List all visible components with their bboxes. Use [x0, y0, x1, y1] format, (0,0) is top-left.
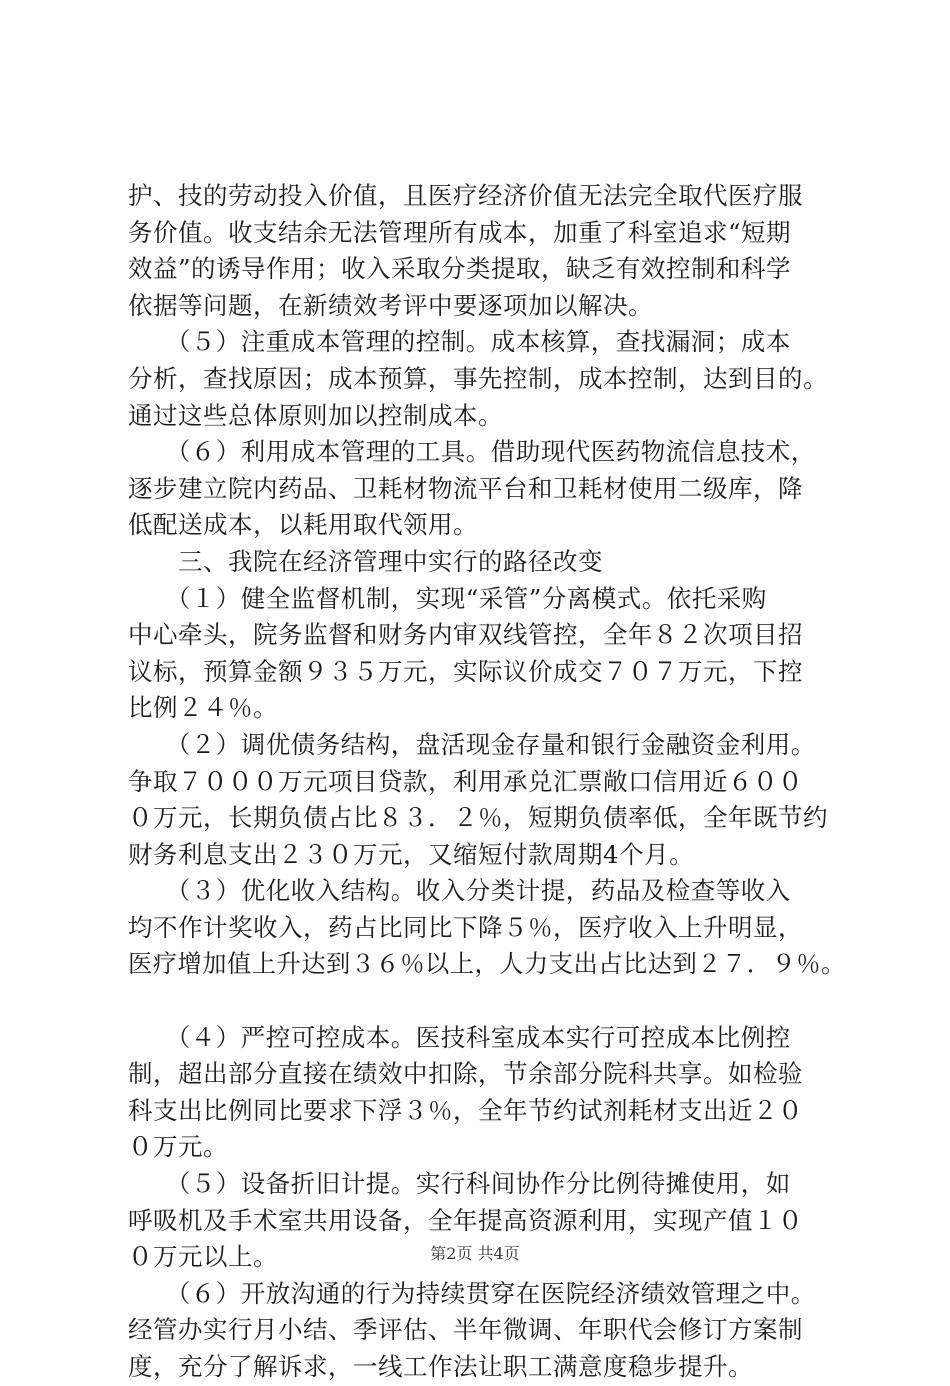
text-line: ０万元以上。 — [128, 1242, 278, 1272]
text-line: 制，超出部分直接在绩效中扣除，节余部分院科共享。如检验 — [128, 1059, 803, 1089]
text-line: 科支出比例同比要求下浮３％，全年节约试剂耗材支出近２０ — [128, 1095, 803, 1125]
text-line: 效益”的诱导作用；收入采取分类提取，缺乏有效控制和科学 — [128, 254, 792, 284]
text-line: 逐步建立院内药品、卫耗材物流平台和卫耗材使用二级库，降 — [128, 473, 803, 503]
text-line: 经管办实行月小结、季评估、半年微调、年职代会修订方案制 — [128, 1315, 803, 1345]
text-line: ０万元，长期负债占比８３．２％，短期负债率低，全年既节约 — [128, 803, 828, 833]
page-footer: 第2页 共4页 — [430, 1244, 520, 1263]
text-line: （５）设备折旧计提。实行科间协作分比例待摊使用，如 — [128, 1169, 791, 1199]
text-line: （２）调优债务结构，盘活现金存量和银行金融资金利用。 — [128, 729, 816, 759]
text-line: 医疗增加值上升达到３６％以上，人力支出占比达到２７．９％。 — [128, 949, 846, 979]
text-line: （４）严控可控成本。医技科室成本实行可控成本比例控 — [128, 1022, 791, 1052]
text-line: 三、我院在经济管理中实行的路径改变 — [128, 546, 603, 576]
text-line: 低配送成本，以耗用取代领用。 — [128, 510, 478, 540]
text-line: 通过这些总体原则加以控制成本。 — [128, 400, 503, 430]
text-line: 均不作计奖收入，药占比同比下降５％，医疗收入上升明显， — [128, 912, 803, 942]
text-line: （３）优化收入结构。收入分类计提，药品及检查等收入 — [128, 876, 791, 906]
text-line: 中心牵头，院务监督和财务内审双线管控，全年８２次项目招 — [128, 620, 803, 650]
document-body — [128, 178, 852, 1386]
text-line: 务价值。收支结余无法管理所有成本，加重了科室追求“短期 — [128, 217, 792, 247]
text-line: 争取７０００万元项目贷款，利用承兑汇票敞口信用近６００ — [128, 766, 803, 796]
text-line: 度，充分了解诉求，一线工作法让职工满意度稳步提升。 — [128, 1352, 753, 1381]
text-line: （１）健全监督机制，实现“采管”分离模式。依托采购 — [128, 583, 767, 613]
text-line: 护、技的劳动投入价值，且医疗经济价值无法完全取代医疗服 — [128, 181, 803, 210]
text-line: ０万元。 — [128, 1132, 228, 1162]
text-line: 比例２４％。 — [128, 693, 278, 723]
text-line: 呼吸机及手术室共用设备，全年提高资源利用，实现产值１０ — [128, 1205, 803, 1235]
text-line: 分析，查找原因；成本预算，事先控制，成本控制，达到目的。 — [128, 363, 828, 393]
text-line: 议标，预算金额９３５万元，实际议价成交７０７万元，下控 — [128, 656, 803, 686]
text-line: （６）利用成本管理的工具。借助现代医药物流信息技术， — [128, 437, 816, 467]
text-line: （５）注重成本管理的控制。成本核算，查找漏洞；成本 — [128, 327, 791, 357]
text-line: 依据等问题，在新绩效考评中要逐项加以解决。 — [128, 290, 653, 320]
blank-line — [128, 983, 852, 1020]
text-line: 财务利息支出２３０万元，又缩短付款周期4个月。 — [128, 839, 695, 869]
text-line: （６）开放沟通的行为持续贯穿在医院经济绩效管理之中。 — [128, 1278, 816, 1308]
